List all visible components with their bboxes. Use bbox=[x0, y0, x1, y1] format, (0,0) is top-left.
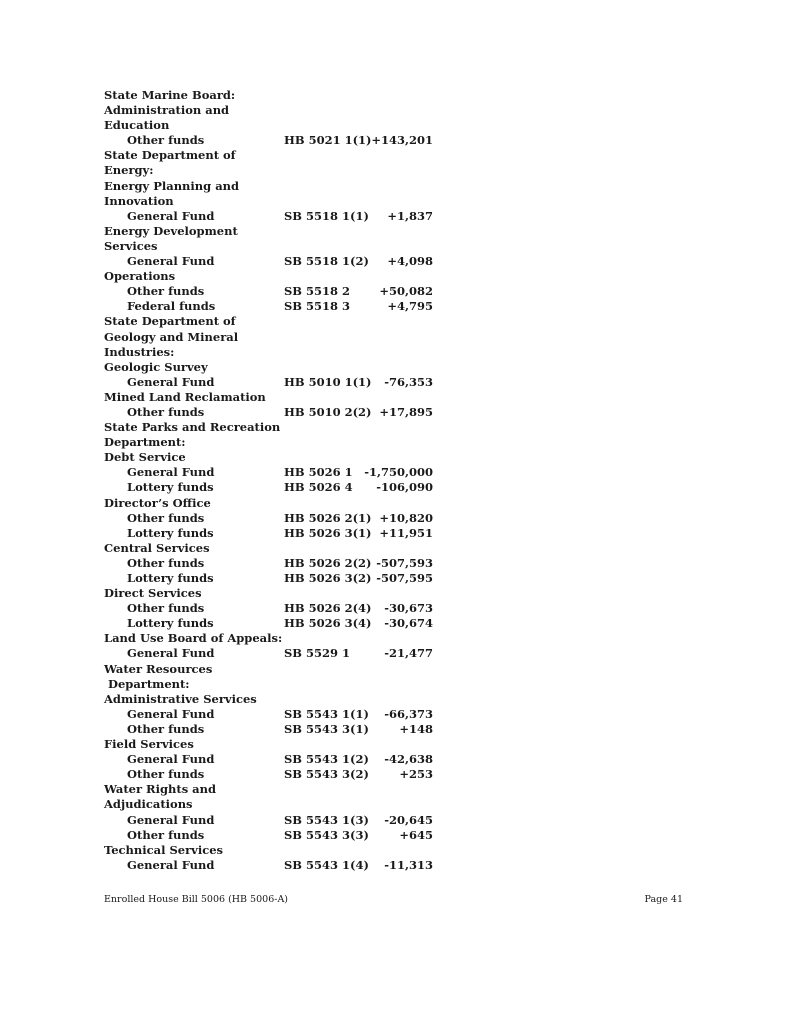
heading-text: Central Services bbox=[104, 540, 210, 555]
fund-type: Other funds bbox=[127, 601, 205, 616]
heading-text: Debt Service bbox=[104, 450, 186, 465]
bill-reference: SB 5543 1(1) bbox=[284, 706, 369, 721]
section-heading bbox=[104, 118, 444, 133]
amount-change: +143,201 bbox=[371, 133, 433, 148]
fund-type: Lottery funds bbox=[127, 616, 214, 631]
amount-change: -106,090 bbox=[376, 480, 433, 495]
section-heading bbox=[104, 450, 444, 465]
amount-change: +17,895 bbox=[379, 404, 433, 419]
heading-text: Direct Services bbox=[104, 586, 202, 601]
section-heading bbox=[104, 239, 444, 254]
heading-text: Mined Land Reclamation bbox=[104, 389, 266, 404]
section-heading bbox=[104, 677, 444, 692]
section-heading bbox=[104, 692, 444, 707]
fund-line bbox=[104, 284, 444, 299]
amount-change: -1,750,000 bbox=[364, 465, 433, 480]
section-heading bbox=[104, 88, 444, 103]
bill-reference: SB 5543 3(1) bbox=[284, 721, 369, 736]
fund-type: General Fund bbox=[127, 706, 215, 721]
section-heading bbox=[104, 194, 444, 209]
section-heading bbox=[104, 103, 444, 118]
heading-text: Industries: bbox=[104, 344, 175, 359]
fund-line bbox=[104, 465, 444, 480]
amount-change: -11,313 bbox=[384, 857, 433, 872]
section-heading bbox=[104, 148, 444, 163]
fund-line bbox=[104, 858, 444, 873]
section-heading bbox=[104, 541, 444, 556]
fund-type: General Fund bbox=[127, 465, 215, 480]
bill-reference: SB 5518 1(1) bbox=[284, 208, 369, 223]
fund-line bbox=[104, 601, 444, 616]
section-heading bbox=[104, 496, 444, 511]
fund-type: Federal funds bbox=[127, 299, 216, 314]
section-heading bbox=[104, 843, 444, 858]
fund-line bbox=[104, 511, 444, 526]
fund-type: General Fund bbox=[127, 812, 215, 827]
section-heading bbox=[104, 390, 444, 405]
heading-text: Innovation bbox=[104, 193, 174, 208]
heading-text: State Department of bbox=[104, 314, 236, 329]
heading-text: Energy Development bbox=[104, 223, 238, 238]
section-heading bbox=[104, 330, 444, 345]
fund-type: Lottery funds bbox=[127, 571, 214, 585]
heading-text: Education bbox=[104, 118, 170, 133]
bill-reference: HB 5026 3(2) bbox=[284, 571, 372, 585]
bill-reference: HB 5026 3(4) bbox=[284, 616, 372, 631]
section-heading bbox=[104, 314, 444, 329]
heading-text: Energy: bbox=[104, 163, 154, 178]
fund-line bbox=[104, 480, 444, 495]
heading-text: Department: bbox=[108, 676, 190, 691]
heading-text: Geologic Survey bbox=[104, 359, 208, 374]
heading-text: Administration and bbox=[104, 103, 230, 118]
fund-type: General Fund bbox=[127, 857, 215, 872]
section-heading bbox=[104, 269, 444, 284]
amount-change: -66,373 bbox=[384, 706, 433, 721]
section-heading bbox=[104, 224, 444, 239]
section-heading bbox=[104, 782, 444, 797]
amount-change: +10,820 bbox=[379, 510, 433, 525]
bill-reference: HB 5026 3(1) bbox=[284, 525, 372, 540]
fund-type: General Fund bbox=[127, 254, 215, 269]
heading-text: Water Rights and bbox=[104, 782, 217, 797]
section-heading bbox=[104, 631, 444, 646]
bill-reference: HB 5010 2(2) bbox=[284, 404, 372, 419]
bill-reference: HB 5010 1(1) bbox=[284, 374, 372, 389]
section-heading bbox=[104, 435, 444, 450]
bill-reference: SB 5518 3 bbox=[284, 299, 351, 314]
amount-change: -507,593 bbox=[376, 555, 433, 570]
fund-type: Other funds bbox=[127, 721, 205, 736]
fund-type: Other funds bbox=[127, 284, 205, 299]
heading-text: State Parks and Recreation bbox=[104, 420, 281, 435]
heading-text: Adjudications bbox=[104, 797, 193, 812]
bill-reference: SB 5518 2 bbox=[284, 284, 351, 299]
fund-type: Other funds bbox=[127, 555, 205, 570]
section-heading bbox=[104, 179, 444, 194]
heading-text: Geology and Mineral bbox=[104, 329, 239, 344]
bill-reference: SB 5543 1(4) bbox=[284, 857, 369, 872]
fund-type: Lottery funds bbox=[127, 480, 214, 495]
section-heading bbox=[104, 797, 444, 812]
fund-type: General Fund bbox=[127, 208, 215, 223]
fund-line bbox=[104, 299, 444, 314]
amount-change: +4,795 bbox=[387, 299, 433, 314]
fund-type: Other funds bbox=[127, 510, 205, 525]
bill-reference: SB 5543 3(2) bbox=[284, 767, 369, 782]
fund-line bbox=[104, 767, 444, 782]
fund-type: Other funds bbox=[127, 767, 205, 782]
fund-line bbox=[104, 813, 444, 828]
fund-line bbox=[104, 722, 444, 737]
heading-text: Department: bbox=[104, 435, 186, 450]
section-heading bbox=[104, 420, 444, 435]
fund-line bbox=[104, 752, 444, 767]
page-number: Page 41 bbox=[644, 894, 683, 905]
bill-title: Enrolled House Bill 5006 (HB 5006-A) bbox=[104, 894, 289, 905]
fund-line bbox=[104, 375, 444, 390]
amount-change: -30,673 bbox=[384, 601, 433, 616]
amount-change: +253 bbox=[399, 767, 433, 782]
section-heading bbox=[104, 345, 444, 360]
heading-text: Administrative Services bbox=[104, 691, 257, 706]
amount-change: -507,595 bbox=[376, 571, 433, 585]
bill-reference: SB 5543 1(3) bbox=[284, 812, 369, 827]
fund-line bbox=[104, 254, 444, 269]
amount-change: -76,353 bbox=[384, 374, 433, 389]
amount-change: -21,477 bbox=[384, 646, 433, 661]
section-heading bbox=[104, 737, 444, 752]
bill-reference: HB 5026 1 bbox=[284, 465, 353, 480]
heading-text: Land Use Board of Appeals: bbox=[104, 631, 283, 646]
bill-reference: HB 5026 2(4) bbox=[284, 601, 372, 616]
fund-line bbox=[104, 707, 444, 722]
bill-reference: HB 5026 2(2) bbox=[284, 555, 372, 570]
fund-line bbox=[104, 646, 444, 661]
amount-change: +645 bbox=[399, 827, 433, 842]
amount-change: +4,098 bbox=[387, 254, 433, 269]
amount-change: +11,951 bbox=[379, 525, 433, 540]
bill-reference: SB 5529 1 bbox=[284, 646, 351, 661]
fund-line bbox=[104, 209, 444, 224]
fund-line bbox=[104, 405, 444, 420]
amount-change: -30,674 bbox=[384, 616, 433, 631]
heading-text: Director’s Office bbox=[104, 495, 211, 510]
heading-text: State Department of bbox=[104, 148, 236, 163]
fund-type: General Fund bbox=[127, 646, 215, 661]
bill-reference: HB 5026 2(1) bbox=[284, 510, 372, 525]
fund-line bbox=[104, 571, 444, 586]
bill-reference: HB 5026 4 bbox=[284, 480, 353, 495]
amount-change: +1,837 bbox=[387, 208, 433, 223]
fund-type: General Fund bbox=[127, 374, 215, 389]
amount-change: -42,638 bbox=[384, 752, 433, 767]
amount-change: -20,645 bbox=[384, 812, 433, 827]
section-heading bbox=[104, 360, 444, 375]
fund-line bbox=[104, 133, 444, 148]
fund-type: Other funds bbox=[127, 827, 205, 842]
fund-line bbox=[104, 828, 444, 843]
fund-line bbox=[104, 526, 444, 541]
amount-change: +50,082 bbox=[379, 284, 433, 299]
heading-text: Services bbox=[104, 238, 158, 253]
fund-line bbox=[104, 616, 444, 631]
amount-change: +148 bbox=[399, 721, 433, 736]
heading-text: Technical Services bbox=[104, 842, 223, 857]
heading-text: Water Resources bbox=[104, 661, 213, 676]
heading-text: Operations bbox=[104, 269, 176, 284]
bill-reference: SB 5543 1(2) bbox=[284, 752, 369, 767]
section-heading bbox=[104, 586, 444, 601]
heading-text: Energy Planning and bbox=[104, 178, 240, 193]
bill-reference: SB 5543 3(3) bbox=[284, 827, 369, 842]
section-heading bbox=[104, 163, 444, 178]
section-heading bbox=[104, 662, 444, 677]
bill-reference: HB 5021 1(1) bbox=[284, 133, 372, 148]
fund-type: Other funds bbox=[127, 133, 205, 148]
appropriation-list bbox=[104, 88, 444, 873]
bill-reference: SB 5518 1(2) bbox=[284, 254, 369, 269]
heading-text: State Marine Board: bbox=[104, 88, 236, 102]
fund-type: Lottery funds bbox=[127, 525, 214, 540]
heading-text: Field Services bbox=[104, 737, 194, 752]
fund-line bbox=[104, 556, 444, 571]
fund-type: Other funds bbox=[127, 404, 205, 419]
fund-type: General Fund bbox=[127, 752, 215, 767]
